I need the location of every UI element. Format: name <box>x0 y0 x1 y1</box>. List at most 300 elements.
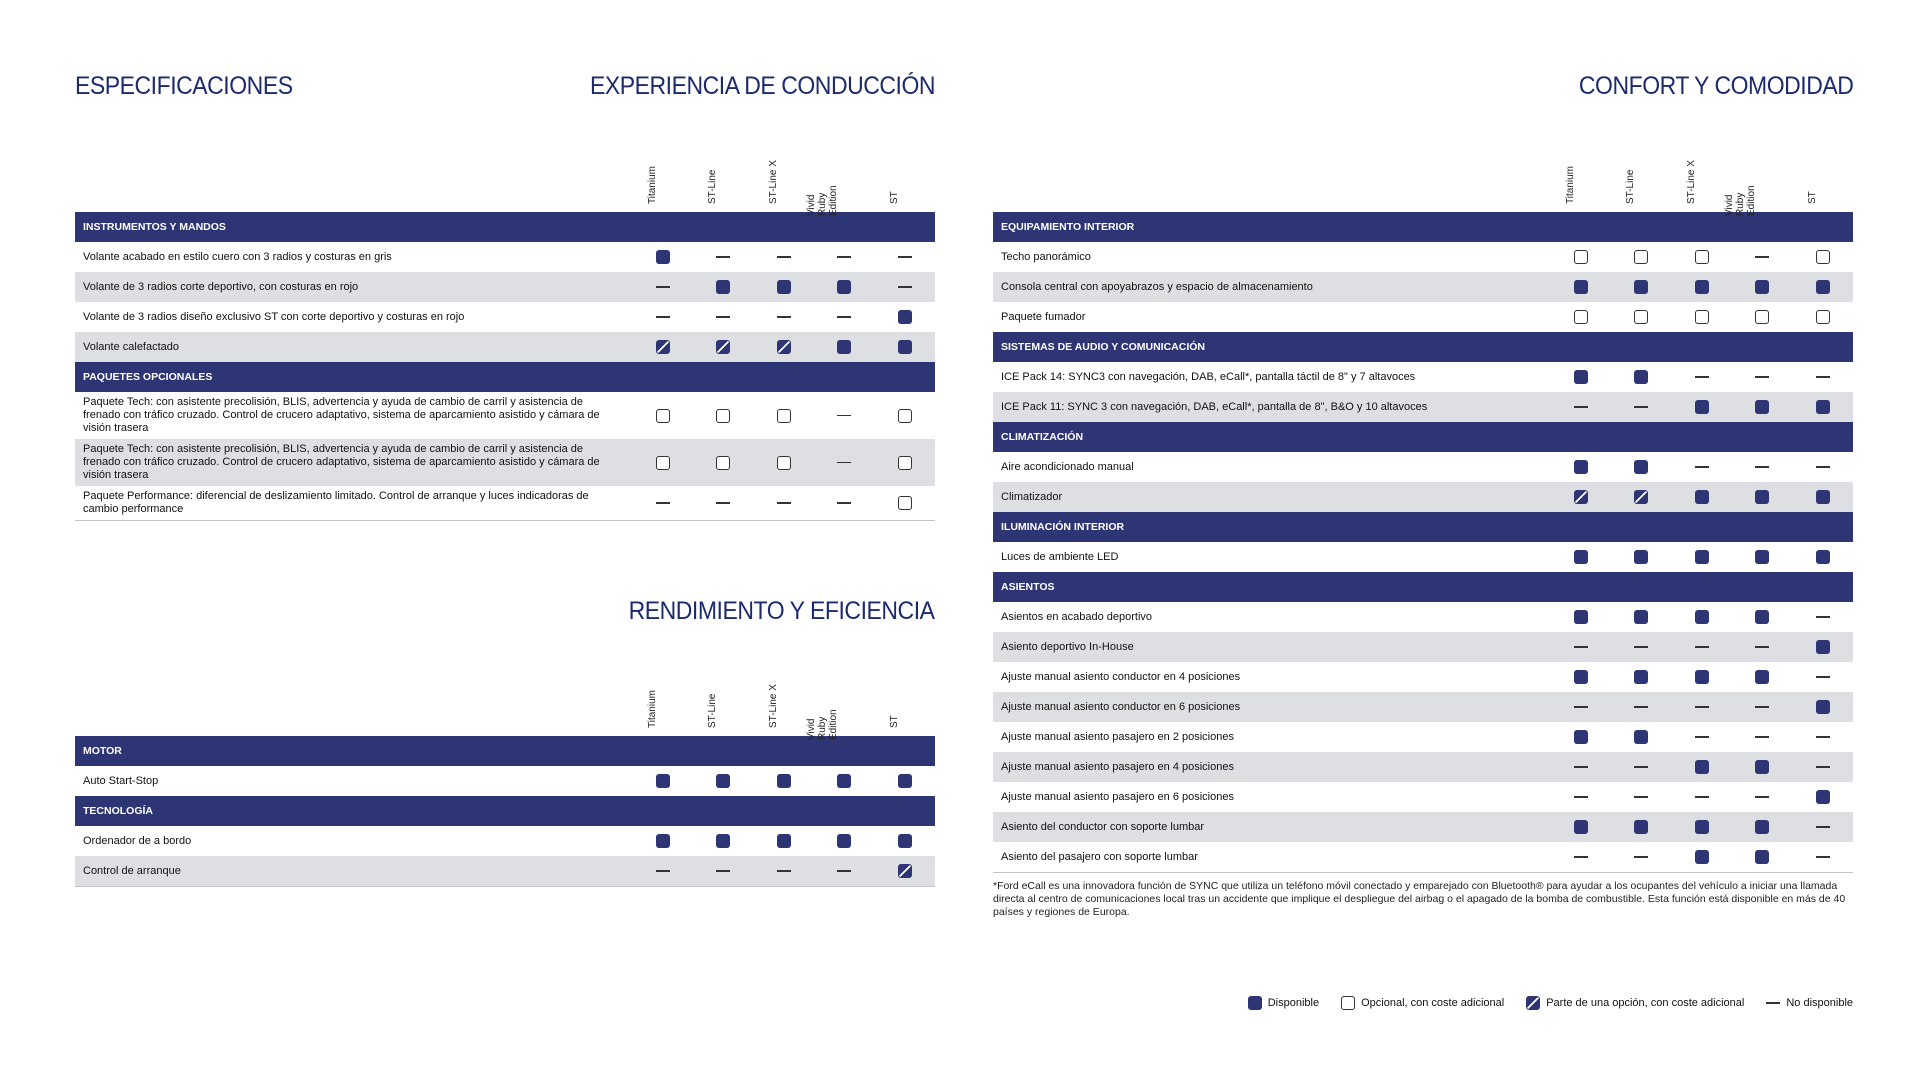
cell-st-line <box>1611 850 1672 864</box>
optional-marker-icon <box>1695 310 1709 324</box>
available-marker-icon <box>837 340 851 354</box>
page-title: ESPECIFICACIONES <box>75 72 293 100</box>
available-marker-icon <box>1755 280 1769 294</box>
available-marker-icon <box>1634 820 1648 834</box>
optional-marker-icon <box>1755 310 1769 324</box>
row-cells <box>633 310 936 324</box>
available-marker-icon <box>777 280 791 294</box>
cell-st-line-x <box>1672 670 1733 684</box>
legend-optional <box>1341 996 1504 1010</box>
cell-vivid-ruby <box>1732 250 1793 264</box>
available-marker-icon <box>1695 490 1709 504</box>
row-label: Ajuste manual asiento pasajero en 4 posiciones <box>1001 760 1234 773</box>
cell-st-line <box>1611 400 1672 414</box>
table-row <box>75 826 935 856</box>
cell-st-line-x <box>754 456 815 470</box>
column-header-label: ST <box>888 191 900 204</box>
cell-titanium <box>1551 640 1612 654</box>
not-available-marker-icon <box>1695 646 1709 648</box>
not-available-marker-icon <box>716 316 730 318</box>
column-header-titanium <box>1564 144 1594 204</box>
cell-st-line <box>693 456 754 470</box>
not-available-marker-icon <box>777 502 791 504</box>
cell-st-line <box>1611 550 1672 564</box>
part-option-marker-icon <box>898 864 912 878</box>
cell-st-line <box>1611 640 1672 654</box>
available-marker-icon <box>1755 550 1769 564</box>
comfort-title: CONFORT Y COMODIDAD <box>1578 72 1853 100</box>
cell-st-line-x <box>1672 460 1733 474</box>
optional-marker-icon <box>656 456 670 470</box>
column-header-vivid-ruby <box>806 668 857 740</box>
not-available-marker-icon <box>716 256 730 258</box>
row-label: Luces de ambiente LED <box>1001 550 1119 563</box>
optional-marker-icon <box>1634 310 1648 324</box>
cell-titanium <box>1551 760 1612 774</box>
not-available-marker-icon <box>1634 766 1648 768</box>
column-header-label: Vivid Ruby Edition <box>806 185 839 216</box>
cell-vivid-ruby <box>814 496 875 510</box>
cell-st-line-x <box>754 496 815 510</box>
optional-marker-icon <box>898 496 912 510</box>
cell-st-line-x <box>1672 700 1733 714</box>
optional-marker-icon <box>1341 996 1355 1010</box>
cell-st-line-x <box>1672 640 1733 654</box>
column-header-label: ST-Line <box>707 693 718 728</box>
part-option-marker-icon <box>716 340 730 354</box>
available-marker-icon <box>1634 730 1648 744</box>
row-cells <box>1551 490 1854 504</box>
column-header-label: Vivid Ruby Edition <box>806 709 839 740</box>
available-marker-icon <box>1816 280 1830 294</box>
cell-st-line <box>693 280 754 294</box>
table-row <box>75 302 935 332</box>
cell-st-line-x <box>754 409 815 423</box>
row-label: Volante acabado en estilo cuero con 3 radios y costuras en gris <box>83 250 392 263</box>
not-available-marker-icon <box>656 870 670 872</box>
row-label: Asiento deportivo In-House <box>1001 640 1134 653</box>
legend-not-available <box>1766 997 1853 1009</box>
table-row <box>993 722 1853 752</box>
available-marker-icon <box>1695 280 1709 294</box>
available-marker-icon <box>898 834 912 848</box>
optional-marker-icon <box>1634 250 1648 264</box>
available-marker-icon <box>898 340 912 354</box>
row-cells <box>1551 850 1854 864</box>
cell-vivid-ruby <box>814 834 875 848</box>
row-label: Volante de 3 radios corte deportivo, con costuras en rojo <box>83 280 359 293</box>
row-label: Paquete fumador <box>1001 310 1086 323</box>
table-row <box>75 332 935 362</box>
column-header-st-line-x <box>767 144 797 204</box>
not-available-marker-icon <box>716 870 730 872</box>
cell-st-line-x <box>1672 790 1733 804</box>
cell-st-line-x <box>1672 550 1733 564</box>
cell-vivid-ruby <box>1732 670 1793 684</box>
available-marker-icon <box>1816 790 1830 804</box>
not-available-marker-icon <box>1634 646 1648 648</box>
legend-part-option-label: Parte de una opción, con coste adicional <box>1546 997 1745 1009</box>
cell-st-line-x <box>1672 760 1733 774</box>
row-cells <box>1551 250 1854 264</box>
cell-titanium <box>1551 550 1612 564</box>
row-cells <box>1551 460 1854 474</box>
cell-st <box>875 409 936 423</box>
table-row <box>75 242 935 272</box>
cell-titanium <box>1551 850 1612 864</box>
cell-st-line-x <box>1672 730 1733 744</box>
part-option-marker-icon <box>656 340 670 354</box>
cell-st-line <box>693 774 754 788</box>
row-cells <box>1551 610 1854 624</box>
available-marker-icon <box>1695 670 1709 684</box>
cell-st-line <box>693 340 754 354</box>
cell-titanium <box>633 774 694 788</box>
row-label: Paquete Tech: con asistente precolisión, BLIS, advertencia y ayuda de cambio de carril y asistencia de frenado con tráfico cruzado. Control de crucero adaptativo, sistema de aparcamiento asistido y cámara de visión trasera <box>83 443 600 481</box>
row-cells <box>1551 550 1854 564</box>
column-header-label: ST-Line X <box>1685 160 1697 204</box>
column-header-label: ST-Line <box>707 169 718 204</box>
section-header: PAQUETES OPCIONALES <box>75 362 935 392</box>
cell-st <box>1793 730 1854 744</box>
not-available-marker-icon <box>1816 826 1830 828</box>
cell-st-line <box>1611 370 1672 384</box>
available-marker-icon <box>1816 490 1830 504</box>
row-cells <box>633 280 936 294</box>
available-marker-icon <box>1695 820 1709 834</box>
legend-optional-label: Opcional, con coste adicional <box>1361 997 1505 1009</box>
cell-st-line-x <box>754 340 815 354</box>
table-end-line <box>75 886 935 887</box>
driving-experience-table <box>75 156 935 521</box>
cell-st-line <box>1611 250 1672 264</box>
available-marker-icon <box>716 280 730 294</box>
cell-st <box>875 774 936 788</box>
cell-st-line <box>1611 760 1672 774</box>
not-available-marker-icon <box>777 870 791 872</box>
column-header-label: Titanium <box>646 166 658 204</box>
section-header: CLIMATIZACIÓN <box>993 422 1853 452</box>
row-label: Ajuste manual asiento pasajero en 2 posiciones <box>1001 730 1234 743</box>
table-end-line <box>75 520 935 521</box>
not-available-marker-icon <box>1755 706 1769 708</box>
row-cells <box>1551 640 1854 654</box>
available-marker-icon <box>1816 640 1830 654</box>
available-marker-icon <box>1755 670 1769 684</box>
row-label: Volante de 3 radios diseño exclusivo ST con corte deportivo y costuras en rojo <box>83 310 465 323</box>
cell-vivid-ruby <box>1732 640 1793 654</box>
not-available-marker-icon <box>656 502 670 504</box>
available-marker-icon <box>1695 610 1709 624</box>
column-header-label: ST-Line X <box>767 684 779 728</box>
cell-vivid-ruby <box>1732 850 1793 864</box>
not-available-marker-icon <box>837 502 851 504</box>
cell-vivid-ruby <box>1732 280 1793 294</box>
cell-titanium <box>1551 820 1612 834</box>
cell-st <box>1793 850 1854 864</box>
not-available-marker-icon <box>1574 646 1588 648</box>
available-marker-icon <box>1248 996 1262 1010</box>
section-header: ILUMINACIÓN INTERIOR <box>993 512 1853 542</box>
cell-titanium <box>1551 730 1612 744</box>
not-available-marker-icon <box>1695 736 1709 738</box>
ecall-footnote: *Ford eCall es una innovadora función de SYNC que utiliza un teléfono móvil conectado y emparejado con Bluetooth® para ayudar a los ocupantes del vehículo a iniciar una llamada directa al centro de comunicaciones local tras un accidente que implique el despliegue del airbag o el apagado de la bomba de combustible. Esta función está disponible en más de 40 países y regiones de Europa. <box>993 880 1846 918</box>
available-marker-icon <box>1634 670 1648 684</box>
cell-titanium <box>633 250 694 264</box>
cell-st-line <box>693 864 754 878</box>
not-available-marker-icon <box>1816 466 1830 468</box>
available-marker-icon <box>1574 670 1588 684</box>
not-available-marker-icon <box>837 256 851 258</box>
optional-marker-icon <box>656 409 670 423</box>
cell-st <box>1793 460 1854 474</box>
available-marker-icon <box>1634 280 1648 294</box>
table-row <box>993 302 1853 332</box>
cell-st <box>875 310 936 324</box>
part-option-marker-icon <box>1526 996 1540 1010</box>
cell-titanium <box>1551 460 1612 474</box>
table-row <box>993 242 1853 272</box>
section-header: MOTOR <box>75 736 935 766</box>
column-header-st <box>888 144 918 204</box>
available-marker-icon <box>777 774 791 788</box>
row-label: Aire acondicionado manual <box>1001 460 1134 473</box>
cell-st <box>875 834 936 848</box>
not-available-marker-icon <box>1755 646 1769 648</box>
driving-experience-title: EXPERIENCIA DE CONDUCCIÓN <box>589 72 935 100</box>
cell-titanium <box>633 496 694 510</box>
not-available-marker-icon <box>656 286 670 288</box>
available-marker-icon <box>1695 550 1709 564</box>
not-available-marker-icon <box>898 256 912 258</box>
not-available-marker-icon <box>837 870 851 872</box>
row-cells <box>1551 370 1854 384</box>
column-header-st-line <box>707 144 736 204</box>
cell-st-line-x <box>754 250 815 264</box>
row-label: ICE Pack 11: SYNC 3 con navegación, DAB, eCall*, pantalla de 8", B&O y 10 altavoces <box>1001 400 1428 413</box>
column-header-st <box>888 668 918 728</box>
table-row <box>75 486 935 520</box>
column-headers <box>75 680 935 740</box>
row-cells <box>633 834 936 848</box>
not-available-marker-icon <box>1695 796 1709 798</box>
available-marker-icon <box>1574 460 1588 474</box>
column-header-st-line-x <box>1685 144 1715 204</box>
table-row <box>993 782 1853 812</box>
cell-st-line-x <box>754 864 815 878</box>
available-marker-icon <box>1755 490 1769 504</box>
available-marker-icon <box>1634 550 1648 564</box>
optional-marker-icon <box>1816 250 1830 264</box>
performance-table <box>75 680 935 887</box>
table-row <box>993 692 1853 722</box>
cell-titanium <box>633 864 694 878</box>
column-header-label: ST <box>1806 191 1818 204</box>
table-end-line <box>993 872 1853 873</box>
table-row <box>993 842 1853 872</box>
not-available-marker-icon <box>1634 406 1648 408</box>
cell-st-line <box>1611 730 1672 744</box>
cell-st <box>875 250 936 264</box>
cell-titanium <box>1551 790 1612 804</box>
cell-st-line <box>1611 670 1672 684</box>
column-header-st-line <box>1625 144 1654 204</box>
available-marker-icon <box>1816 700 1830 714</box>
table-row <box>75 856 935 886</box>
available-marker-icon <box>716 774 730 788</box>
column-header-vivid-ruby <box>1724 144 1775 216</box>
cell-titanium <box>633 834 694 848</box>
optional-marker-icon <box>1695 250 1709 264</box>
cell-st <box>1793 550 1854 564</box>
cell-titanium <box>633 310 694 324</box>
available-marker-icon <box>1755 400 1769 414</box>
available-marker-icon <box>1574 550 1588 564</box>
not-available-marker-icon <box>1766 1002 1780 1004</box>
column-header-titanium <box>646 668 676 728</box>
not-available-marker-icon <box>1816 376 1830 378</box>
cell-titanium <box>1551 310 1612 324</box>
cell-titanium <box>633 409 694 423</box>
cell-vivid-ruby <box>1732 700 1793 714</box>
cell-vivid-ruby <box>1732 490 1793 504</box>
cell-st-line <box>1611 460 1672 474</box>
column-header-label: Titanium <box>1564 166 1576 204</box>
legend-part-option <box>1526 996 1744 1010</box>
cell-titanium <box>633 456 694 470</box>
part-option-marker-icon <box>1574 490 1588 504</box>
cell-st-line <box>693 310 754 324</box>
table-row <box>75 766 935 796</box>
not-available-marker-icon <box>1816 856 1830 858</box>
optional-marker-icon <box>1574 250 1588 264</box>
cell-st-line-x <box>1672 280 1733 294</box>
cell-st <box>1793 610 1854 624</box>
cell-st-line <box>693 409 754 423</box>
column-header-vivid-ruby <box>806 144 857 216</box>
row-label: Auto Start-Stop <box>83 774 159 787</box>
available-marker-icon <box>1634 610 1648 624</box>
row-cells <box>1551 280 1854 294</box>
section-header: ASIENTOS <box>993 572 1853 602</box>
row-label: Paquete Performance: diferencial de deslizamiento limitado. Control de arranque y luces indicadoras de cambio performance <box>83 490 589 515</box>
optional-marker-icon <box>716 409 730 423</box>
not-available-marker-icon <box>1755 736 1769 738</box>
cell-vivid-ruby <box>814 340 875 354</box>
row-label: Volante calefactado <box>83 340 180 353</box>
not-available-marker-icon <box>1634 856 1648 858</box>
cell-st-line-x <box>1672 370 1733 384</box>
available-marker-icon <box>1695 850 1709 864</box>
available-marker-icon <box>1574 820 1588 834</box>
optional-marker-icon <box>777 456 791 470</box>
not-available-marker-icon <box>1755 796 1769 798</box>
cell-vivid-ruby <box>814 774 875 788</box>
available-marker-icon <box>837 774 851 788</box>
column-header-st-line <box>707 668 736 728</box>
not-available-marker-icon <box>1574 796 1588 798</box>
available-marker-icon <box>1755 760 1769 774</box>
row-cells <box>633 409 936 423</box>
section-header: INSTRUMENTOS Y MANDOS <box>75 212 935 242</box>
cell-titanium <box>633 280 694 294</box>
table-row <box>75 392 935 439</box>
not-available-marker-icon <box>1634 796 1648 798</box>
column-header-label: ST-Line <box>1625 169 1636 204</box>
row-label: ICE Pack 14: SYNC3 con navegación, DAB, eCall*, pantalla táctil de 8" y 7 altavoces <box>1001 370 1416 383</box>
cell-titanium <box>1551 490 1612 504</box>
not-available-marker-icon <box>1816 676 1830 678</box>
cell-st <box>875 340 936 354</box>
table-row <box>993 392 1853 422</box>
available-marker-icon <box>1755 820 1769 834</box>
not-available-marker-icon <box>837 415 851 417</box>
row-cells <box>1551 400 1854 414</box>
available-marker-icon <box>656 250 670 264</box>
row-label: Asiento del conductor con soporte lumbar <box>1001 820 1205 833</box>
cell-vivid-ruby <box>1732 370 1793 384</box>
cell-vivid-ruby <box>1732 310 1793 324</box>
cell-st-line <box>1611 700 1672 714</box>
cell-vivid-ruby <box>814 864 875 878</box>
cell-st <box>875 496 936 510</box>
not-available-marker-icon <box>716 502 730 504</box>
optional-marker-icon <box>1816 310 1830 324</box>
row-label: Ordenador de a bordo <box>83 834 192 847</box>
not-available-marker-icon <box>1695 466 1709 468</box>
row-label: Climatizador <box>1001 490 1063 503</box>
cell-vivid-ruby <box>1732 790 1793 804</box>
available-marker-icon <box>1695 760 1709 774</box>
cell-st-line-x <box>1672 250 1733 264</box>
available-marker-icon <box>656 774 670 788</box>
column-header-label: Titanium <box>646 690 658 728</box>
cell-st-line-x <box>1672 820 1733 834</box>
cell-st-line <box>1611 820 1672 834</box>
cell-st-line-x <box>1672 490 1733 504</box>
available-marker-icon <box>1755 850 1769 864</box>
section-header: SISTEMAS DE AUDIO Y COMUNICACIÓN <box>993 332 1853 362</box>
cell-st-line <box>1611 490 1672 504</box>
section-header: EQUIPAMIENTO INTERIOR <box>993 212 1853 242</box>
cell-vivid-ruby <box>814 310 875 324</box>
table-row <box>993 662 1853 692</box>
cell-vivid-ruby <box>1732 460 1793 474</box>
available-marker-icon <box>1574 370 1588 384</box>
row-cells <box>633 456 936 470</box>
not-available-marker-icon <box>1574 706 1588 708</box>
not-available-marker-icon <box>1634 706 1648 708</box>
not-available-marker-icon <box>656 316 670 318</box>
available-marker-icon <box>777 834 791 848</box>
row-cells <box>1551 790 1854 804</box>
cell-st-line <box>693 834 754 848</box>
available-marker-icon <box>1695 400 1709 414</box>
not-available-marker-icon <box>1816 616 1830 618</box>
not-available-marker-icon <box>1816 736 1830 738</box>
row-cells <box>1551 310 1854 324</box>
cell-st-line <box>1611 280 1672 294</box>
cell-titanium <box>1551 280 1612 294</box>
cell-vivid-ruby <box>814 409 875 423</box>
available-marker-icon <box>1634 370 1648 384</box>
row-label: Control de arranque <box>83 864 181 877</box>
optional-marker-icon <box>898 456 912 470</box>
row-label: Consola central con apoyabrazos y espacio de almacenamiento <box>1001 280 1313 293</box>
cell-st <box>875 280 936 294</box>
available-marker-icon <box>1574 610 1588 624</box>
cell-vivid-ruby <box>1732 400 1793 414</box>
